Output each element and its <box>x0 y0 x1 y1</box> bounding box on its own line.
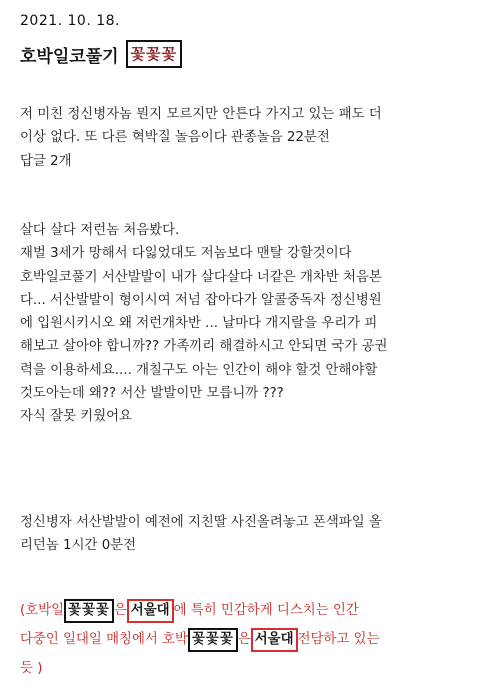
note-line-1 <box>20 596 460 625</box>
note-text: 은 <box>113 603 127 618</box>
paragraph-3 <box>20 511 460 558</box>
note-line-3: 듯 ) <box>20 661 43 676</box>
note-text: (호박일 <box>20 603 65 618</box>
paragraph-2 <box>20 219 460 429</box>
paragraph-line: 재벌 3세가 망해서 다잃었대도 저놈보다 맨탈 강할것이다 <box>20 246 352 262</box>
paragraph-line: 정신병자 서산발발이 예전에 지친딸 사진올려놓고 폰색파일 올 <box>20 515 382 530</box>
paragraph-line: 것도아는데 왜?? 서산 발발이만 모릅니까 ??? <box>20 386 284 402</box>
paragraph-1 <box>20 103 460 173</box>
paragraph-line: 자식 잘못 키웠어요 <box>20 409 132 425</box>
paragraph-line: 다... 서산발발이 형이시여 저넘 잡아다가 알콜중독자 정신병원 <box>20 292 382 308</box>
note-text: 전담하고 있는 <box>297 632 380 647</box>
paragraph-line: 리던놈 1시간 0분전 <box>20 538 137 554</box>
paragraph-line: 살다 살다 저런놈 처음봤다. <box>20 223 180 238</box>
note-text: 은 <box>237 632 251 647</box>
paragraph-line: 답글 2개 <box>20 153 72 169</box>
post-title-row <box>20 40 182 68</box>
paragraph-line: 해보고 살아야 합니까?? 가족끼리 해결하시고 안되면 국가 공권 <box>20 339 388 355</box>
note-text: 에 특히 민감하게 디스치는 인간 <box>173 603 359 618</box>
post-title: 호박일코풀기 <box>20 46 119 67</box>
paragraph-line: 력을 이용하세요.... 개칠구도 아는 인간이 해야 할것 안해야할 <box>20 362 378 378</box>
paragraph-line: 이상 없다. 또 다른 혁박질 놀음이다 관종놀음 22분전 <box>20 130 330 146</box>
post-date: 2021. 10. 18. <box>20 13 121 29</box>
note-line-2 <box>20 625 460 654</box>
paragraph-line: 에 입원시키시오 왜 저런개차반 ... 날마다 개지랄을 우리가 피 <box>20 316 378 332</box>
paragraph-line: 저 미친 정신병자놈 뭔지 모르지만 안튼다 가지고 있는 패도 더 <box>20 107 382 122</box>
note-text: 다중인 일대일 매칭에서 호박 <box>20 632 188 647</box>
note-box-red: 서울대 <box>251 628 298 652</box>
note-box-black: 꽃꽃꽃 <box>188 628 238 652</box>
paragraph-line: 호박일코풀기 서산발발이 내가 살다살다 너같은 개차반 처음본 <box>20 269 382 285</box>
red-note <box>20 596 460 683</box>
note-box-black: 꽃꽃꽃 <box>64 599 114 623</box>
note-box-red: 서울대 <box>127 599 174 623</box>
title-box-label: 꽃꽃꽃 <box>126 40 182 68</box>
